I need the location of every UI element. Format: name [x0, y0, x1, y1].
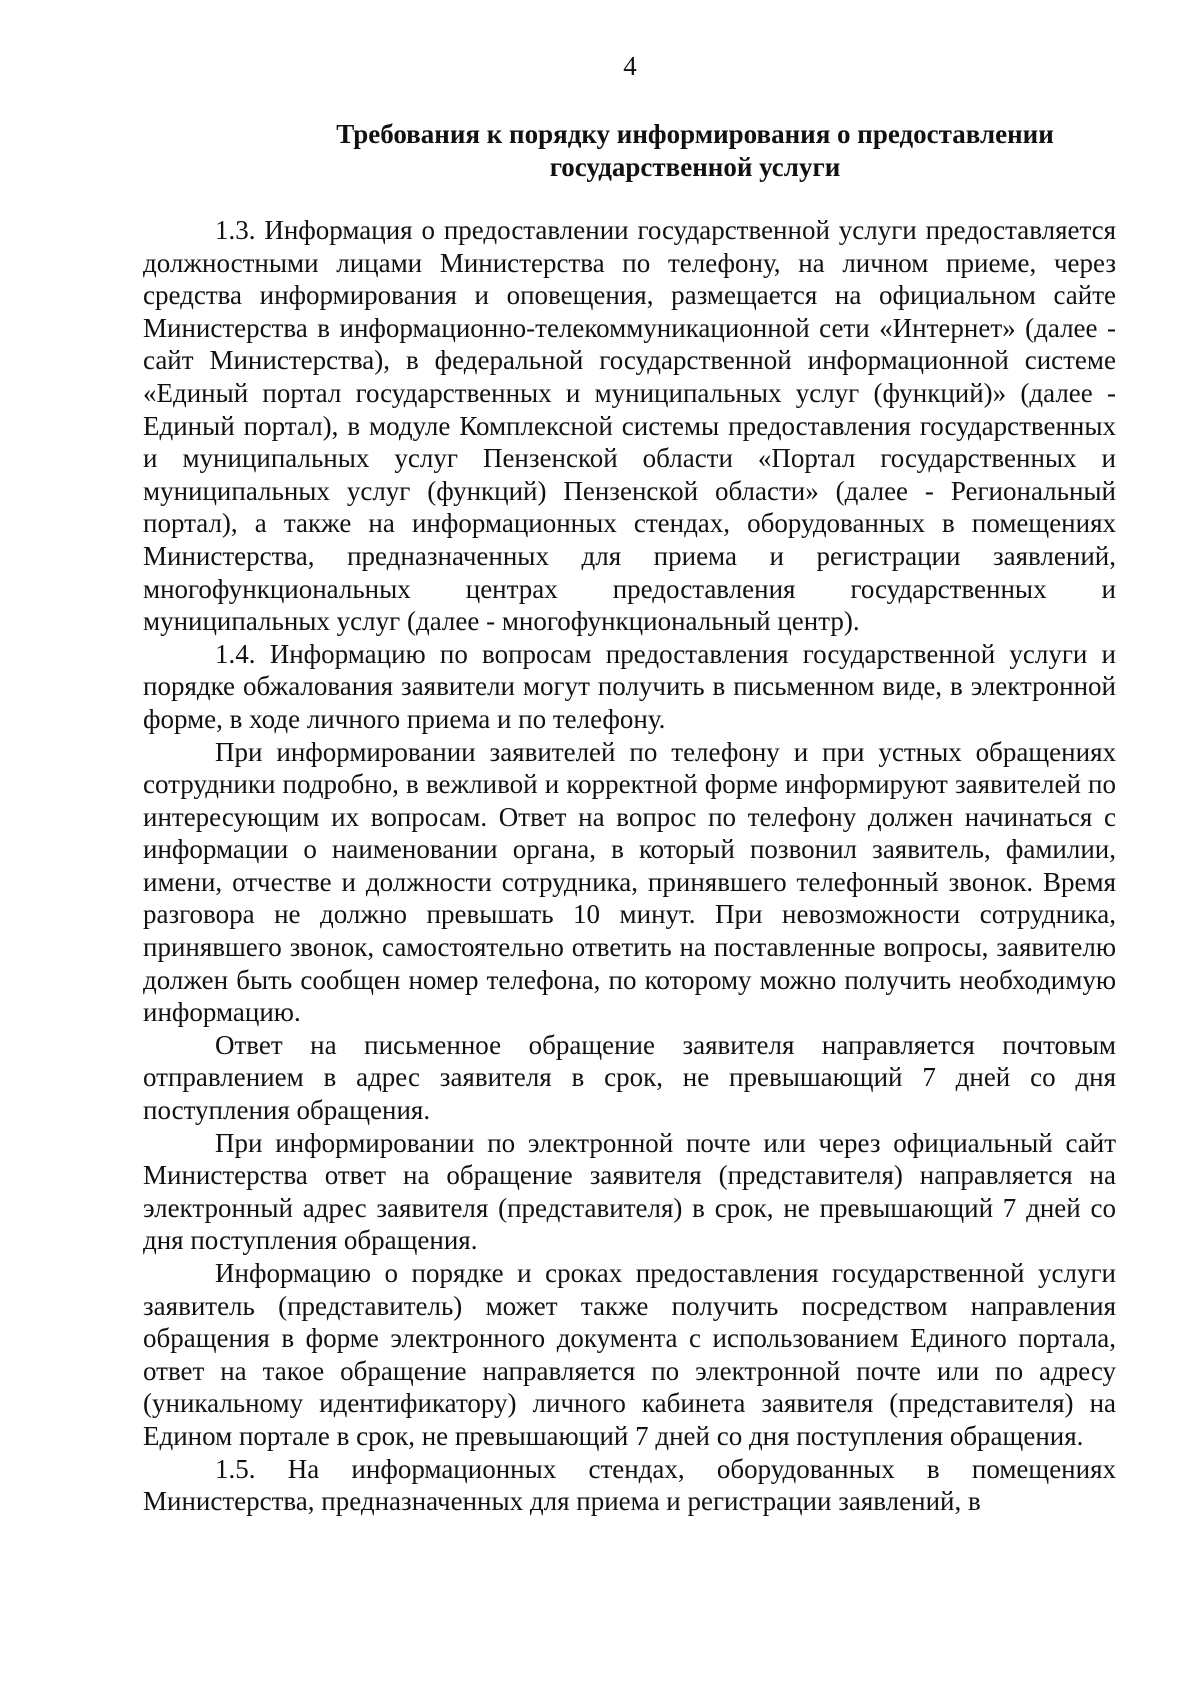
paragraph-1-4: 1.4. Информацию по вопросам предоставления государственной услуги и порядке обжалования заявители могут получить в письменном виде, в электронной форме, в ходе личного приема и по телефону.: [143, 638, 1116, 734]
paragraph-phone-info: При информировании заявителей по телефону и при устных обращениях сотрудники подробно, в вежливой и корректной форме информируют заявителей по интересующим их вопросам. Ответ на вопрос по телефону должен начинаться с информации о наименовании органа, в который позвонил заявитель, фамилии, имени, отчестве и должности сотрудника, принявшего телефонный звонок. Время разговора не должно превышать 10 минут. При невозможности сотрудника, принявшего звонок, самостоятельно ответить на поставленные вопросы, заявителю должен быть сообщен номер телефона, по которому можно получить необходимую информацию.: [143, 736, 1116, 1028]
page-number: 4: [623, 51, 637, 81]
section-heading-line-2: государственной услуги: [549, 152, 841, 182]
paragraph-1-5: 1.5. На информационных стендах, оборудованных в помещениях Министерства, предназначенных для приема и регистрации заявлений, в: [143, 1453, 1116, 1517]
section-heading: [260, 118, 1130, 184]
paragraph-written-reply: Ответ на письменное обращение заявителя направляется почтовым отправлением в адрес заявителя в срок, не превышающий 7 дней со дня поступления обращения.: [143, 1029, 1116, 1126]
section-heading-line-1: Требования к порядку информирования о предоставлении: [336, 119, 1054, 149]
paragraph-email-reply: При информировании по электронной почте или через официальный сайт Министерства ответ на обращение заявителя (представителя) направляется на электронный адрес заявителя (представителя) в срок, не превышающий 7 дней со дня поступления обращения.: [143, 1127, 1116, 1256]
body-text: [143, 214, 1116, 1518]
paragraph-portal-info: Информацию о порядке и сроках предоставления государственной услуги заявитель (представитель) может также получить посредством направления обращения в форме электронного документа с использованием Единого портала, ответ на такое обращение направляется по электронной почте или по адресу (уникальному идентификатору) личного кабинета заявителя (представителя) на Едином портале в срок, не превышающий 7 дней со дня поступления обращения.: [143, 1258, 1116, 1451]
paragraph-1-3: 1.3. Информация о предоставлении государственной услуги предоставляется должностными лицами Министерства по телефону, на личном приеме, через средства информирования и оповещения, размещается на официальном сайте Министерства в информационно-телекоммуникационной сети «Интернет» (далее - сайт Министерства), в федеральной государственной информационной системе «Единый портал государственных и муниципальных услуг (функций)» (далее - Единый портал), в модуле Комплексной системы предоставления государственных и муниципальных услуг Пензенской области «Портал государственных и муниципальных услуг (функций) Пензенской области» (далее - Региональный портал), а также на информационных стендах, оборудованных в помещениях Министерства, предназначенных для приема и регистрации заявлений, многофункциональных центрах предоставления государственных и муниципальных услуг (далее - многофункциональный центр).: [143, 215, 1116, 637]
